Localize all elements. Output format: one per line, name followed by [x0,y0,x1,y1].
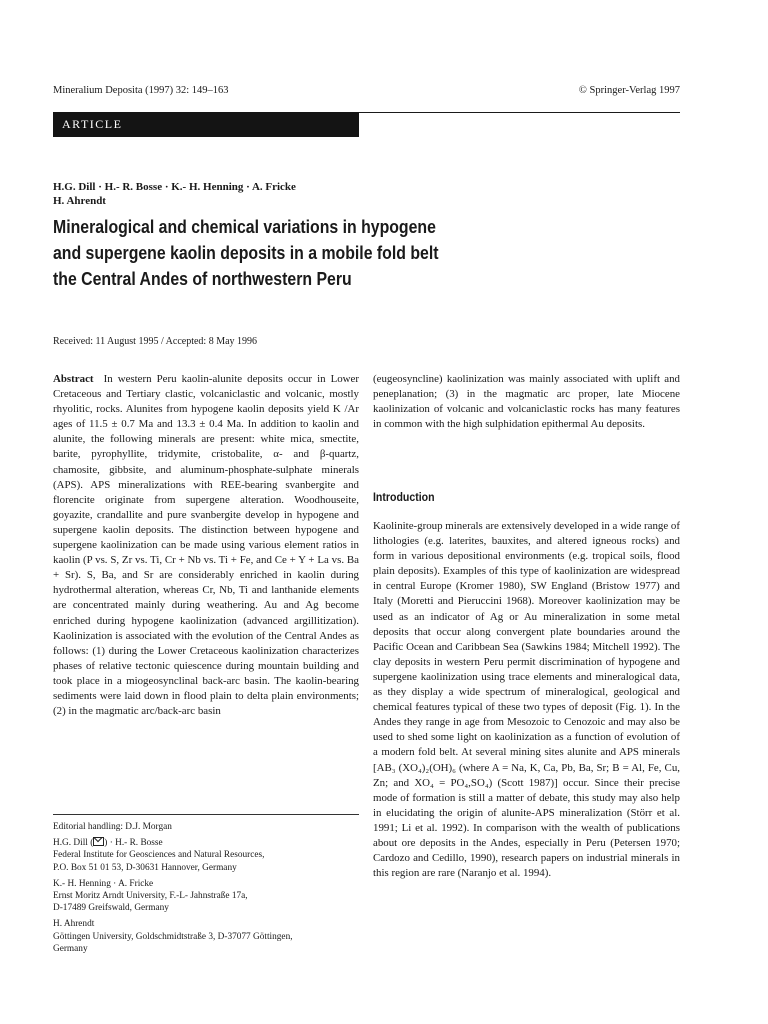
introduction-body [373,519,680,881]
paper-title [53,214,493,292]
abstract-text: In western Peru kaolin-alunite deposits occur in Lower Cretaceous and Tertiary clastic, volcaniclastic and volcanic, mostly rhyolitic, rocks. Alunites from hypogene kaolin deposits yield K /Ar ages of 11.5 ± 0.7 Ma and 13.3 ± 0.4 Ma. In addition to kaolin and alunite, the following minerals are present: white mica, smectite, barite, pyrophyllite, tridymite, cristobalite, α- and β-quartz, chamosite, gibbsite, and aluminum-phosphate-sulphate minerals (APS). APS mineralizations with REE-bearing svanbergite and florencite originate from supergene alteration. Woodhouseite, goyazite, crandallite and pure svanbergite develop in hypogene and supergene kaolin deposits. The distinction between hypogene and supergene kaolinization can be made using various element ratios in kaolin (P vs. S, Zr vs. Ti, Cr + Nb vs. Ti + Fe, and Ce + Y + La vs. Ba + Sr). S, Ba, and Sr are considerably enriched in kaolin during hydrothermal alteration, whereas Cr, Nb, Ti and lanthanide elements are concentrated mainly during weathering. Au and Ag become enriched during hypogene kaolinization (advanced argillitization). Kaolinization is associated with the evolution of the Central Andes as follows: (1) during the Lower Cretaceous kaolinization characterizes phases of relative tectonic quiescence during mountain building and took place in a miogeosynclinal back-arc basin. The kaolin-bearing sediments were laid down in flood plain to delta plain environments; (2) in the magmatic arc/back-arc basin [53,373,359,718]
journal-citation: Mineralium Deposita (1997) 32: 149–163 [53,85,229,96]
abstract-section [53,372,359,719]
introduction-heading: Introduction [373,490,435,504]
address-block-1 [53,837,359,874]
address-block-3 [53,918,359,955]
author-list [53,180,296,208]
title-line-1: Mineralogical and chemical variations in hypogene [53,217,436,237]
address-1-name-a: H.G. Dill ( [53,838,94,849]
abstract-label: Abstract [53,373,94,385]
author-footnotes [53,821,359,959]
address-1-line-2: P.O. Box 51 01 53, D-30631 Hannover, Germany [53,862,237,873]
authors-line-1: H.G. Dill · H.- R. Bosse · K.- H. Henning · A. Fricke [53,181,296,193]
header-rule [359,112,680,113]
address-block-2 [53,878,359,915]
address-2-line-2: D-17489 Greifswald, Germany [53,903,169,914]
address-3-line-2: Germany [53,943,88,954]
address-3-names: H. Ahrendt [53,919,95,930]
abstract-continued [373,372,680,432]
address-1-names [53,837,359,849]
address-1-line-1: Federal Institute for Geosciences and Natural Resources, [53,850,265,861]
abstract-continued-text: (eugeosyncline) kaolinization was mainly associated with uplift and peneplanation; (3) in the magmatic arc proper, late Miocene kaolinization of volcanic and volcaniclastic rocks has many features in common with the high sulphidation epithermal Au deposits. [373,373,680,431]
address-2-line-1: Ernst Moritz Arndt University, F.-L- Jahnstraße 17a, [53,891,248,902]
publisher-copyright: © Springer-Verlag 1997 [578,85,680,96]
editorial-handling: Editorial handling: D.J. Morgan [53,822,172,832]
introduction-text: Kaolinite-group minerals are extensively developed in a wide range of lithologies (e.g. laterites, bauxites, and altered igneous rocks) and form in various depositional environments (e.g. tropical soils, flood plain deposits). Examples of this type of kaolinization are widespread in central Europe (Kromer 1980), SW England (Bristow 1977) and Italy (Moretti and Pieruccini 1968). Moreover kaolinization may be used as an indicator of Ag or Au mineralization in some metal deposits that occur along convergent plate boundaries around the Pacific Ocean and Caribbean Sea (Sawkins 1984; Mitchell 1992). The clay deposits in western Peru permit discrimination of hypogene and supergene kaolinization using trace elements and mineralogical data, as they display a wide spectrum of mineralogical, geological and chemical features typical of these two types of deposit (Fig. 1). In the Andes they range in age from Mesozoic to Cenozoic and may also be used to shed some light on kaolinization as a function of evolution of a modern fold belt. At several mining sites alunite and APS minerals [AB₃ (XO₄)₂(OH)₆ (where A = Na, K, Ca, Pb, Ba, Sr; B = Al, Fe, Cu, Zn; and XO₄ = PO₄,SO₄) (Scott 1987)] occur. Since their precise mode of formation is still a matter of debate, this study may also help in elucidating the origin of alunite-APS mineralization (Störr et al. 1991; Li et al. 1992). In comparison with the wealth of publications about ore deposits in the Andes, especially in Peru (Petersen 1970; Cardozo and Cedillo, 1990), research papers on industrial minerals in this region are rare (Naranjo et al. 1994). [373,520,680,880]
title-line-3: the Central Andes of northwestern Peru [53,269,352,289]
received-dates: Received: 11 August 1995 / Accepted: 8 May 1996 [53,336,258,347]
authors-line-2: H. Ahrendt [53,195,106,207]
title-line-2: and supergene kaolin deposits in a mobile fold belt [53,243,439,263]
footnote-rule [53,814,359,815]
address-2-names: K.- H. Henning · A. Fricke [53,878,154,889]
address-3-line-1: Göttingen University, Goldschmidtstraße 3, D-37077 Göttingen, [53,931,293,942]
envelope-icon [93,837,104,846]
section-label-bar: ARTICLE [53,112,359,137]
address-1-name-b: ) · H.- R. Bosse [104,838,163,849]
